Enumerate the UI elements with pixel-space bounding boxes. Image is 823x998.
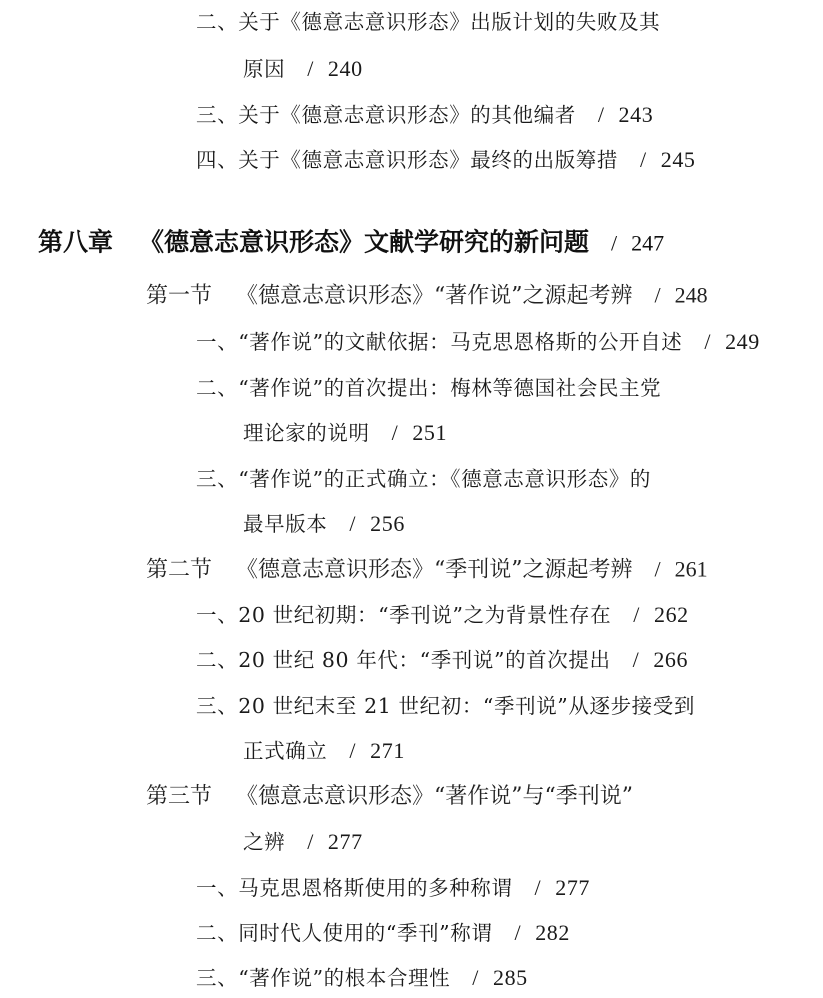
page-number: 256 [370, 511, 405, 536]
toc-entry [196, 963, 528, 993]
entry-title: 《德意志意识形态》“著作说”与“季刊说” [236, 784, 634, 809]
section-entry [146, 782, 633, 812]
entry-title: 一、“著作说”的文献依据：马克思恩格斯的公开自述 [196, 330, 683, 354]
section-label: 第一节 [146, 283, 213, 309]
page-number: 277 [555, 875, 591, 900]
page-number: 248 [674, 282, 708, 308]
page-separator: / [472, 965, 479, 990]
toc-entry [243, 509, 405, 539]
toc-entry [196, 373, 661, 403]
section-entry [146, 555, 708, 586]
entry-title: 二、同时代人使用的“季刊”称谓 [196, 921, 493, 945]
page-separator: / [349, 738, 357, 763]
entry-title: 最早版本 [243, 512, 328, 536]
page-separator: / [534, 875, 542, 900]
entry-title: 一、马克思恩格斯使用的多种称谓 [196, 876, 513, 900]
page-number: 271 [370, 738, 405, 763]
page-separator: / [632, 647, 640, 672]
section-entry [146, 281, 708, 312]
page-number: 262 [653, 602, 689, 627]
toc-entry [196, 873, 590, 903]
page-separator: / [704, 329, 712, 354]
toc-entry [196, 7, 660, 37]
page-separator: / [391, 420, 399, 445]
entry-title: 一、20 世纪初期：“季刊说”之为背景性存在 [196, 603, 612, 627]
entry-title: 三、关于《德意志意识形态》的其他编者 [196, 103, 576, 127]
page-separator: / [307, 829, 314, 854]
toc-entry [243, 736, 405, 766]
entry-title: 三、“著作说”的根本合理性 [196, 966, 451, 990]
page-number: 261 [674, 556, 708, 582]
page-number: 266 [653, 647, 689, 672]
entry-title: 二、20 世纪 80 年代：“季刊说”的首次提出 [196, 648, 611, 672]
toc-entry [196, 145, 696, 175]
toc-entry [243, 827, 363, 857]
page-separator: / [654, 282, 661, 308]
page-number: 240 [327, 56, 363, 81]
page-number: 285 [492, 965, 528, 990]
entry-title: 正式确立 [243, 739, 328, 763]
page-number: 245 [660, 147, 696, 172]
page-separator: / [611, 230, 618, 256]
entry-title: 三、20 世纪末至 21 世纪初：“季刊说”从逐步接受到 [196, 694, 695, 718]
toc-entry [196, 327, 760, 357]
entry-title: 《德意志意识形态》“著作说”之源起考辨 [236, 283, 633, 309]
entry-title: 二、关于《德意志意识形态》出版计划的失败及其 [196, 10, 661, 34]
page-separator: / [640, 147, 647, 172]
page-number: 249 [725, 329, 760, 354]
page-separator: / [597, 102, 605, 127]
section-label: 第二节 [146, 557, 213, 583]
entry-title: 《德意志意识形态》文献学研究的新问题 [139, 227, 590, 257]
page-number: 251 [412, 420, 448, 445]
toc-entry [243, 54, 363, 84]
chapter-entry [38, 228, 664, 259]
toc-entry [196, 691, 695, 721]
section-label: 第三节 [146, 784, 213, 809]
toc-entry [243, 418, 447, 448]
toc-entry [196, 464, 651, 494]
entry-title: 原因 [243, 57, 286, 81]
page-number: 243 [618, 102, 654, 127]
entry-title: 《德意志意识形态》“季刊说”之源起考辨 [236, 557, 633, 583]
chapter-label: 第八章 [38, 227, 114, 257]
entry-title: 四、关于《德意志意识形态》最终的出版筹措 [196, 148, 618, 172]
toc-entry [196, 100, 653, 130]
entry-title: 理论家的说明 [243, 421, 370, 445]
toc-entry [196, 600, 689, 630]
page-separator: / [307, 56, 314, 81]
page-separator: / [349, 511, 357, 536]
entry-title: 二、“著作说”的首次提出：梅林等德国社会民主党 [196, 376, 662, 400]
toc-entry [196, 918, 570, 948]
entry-title: 三、“著作说”的正式确立：《德意志意识形态》的 [196, 467, 652, 491]
page-separator: / [654, 556, 661, 582]
page-number: 277 [327, 829, 363, 854]
entry-title: 之辨 [243, 830, 286, 854]
toc-entry [196, 645, 688, 675]
page-separator: / [514, 920, 522, 945]
page-number: 247 [631, 230, 665, 256]
page-number: 282 [535, 920, 570, 945]
page-separator: / [633, 602, 640, 627]
